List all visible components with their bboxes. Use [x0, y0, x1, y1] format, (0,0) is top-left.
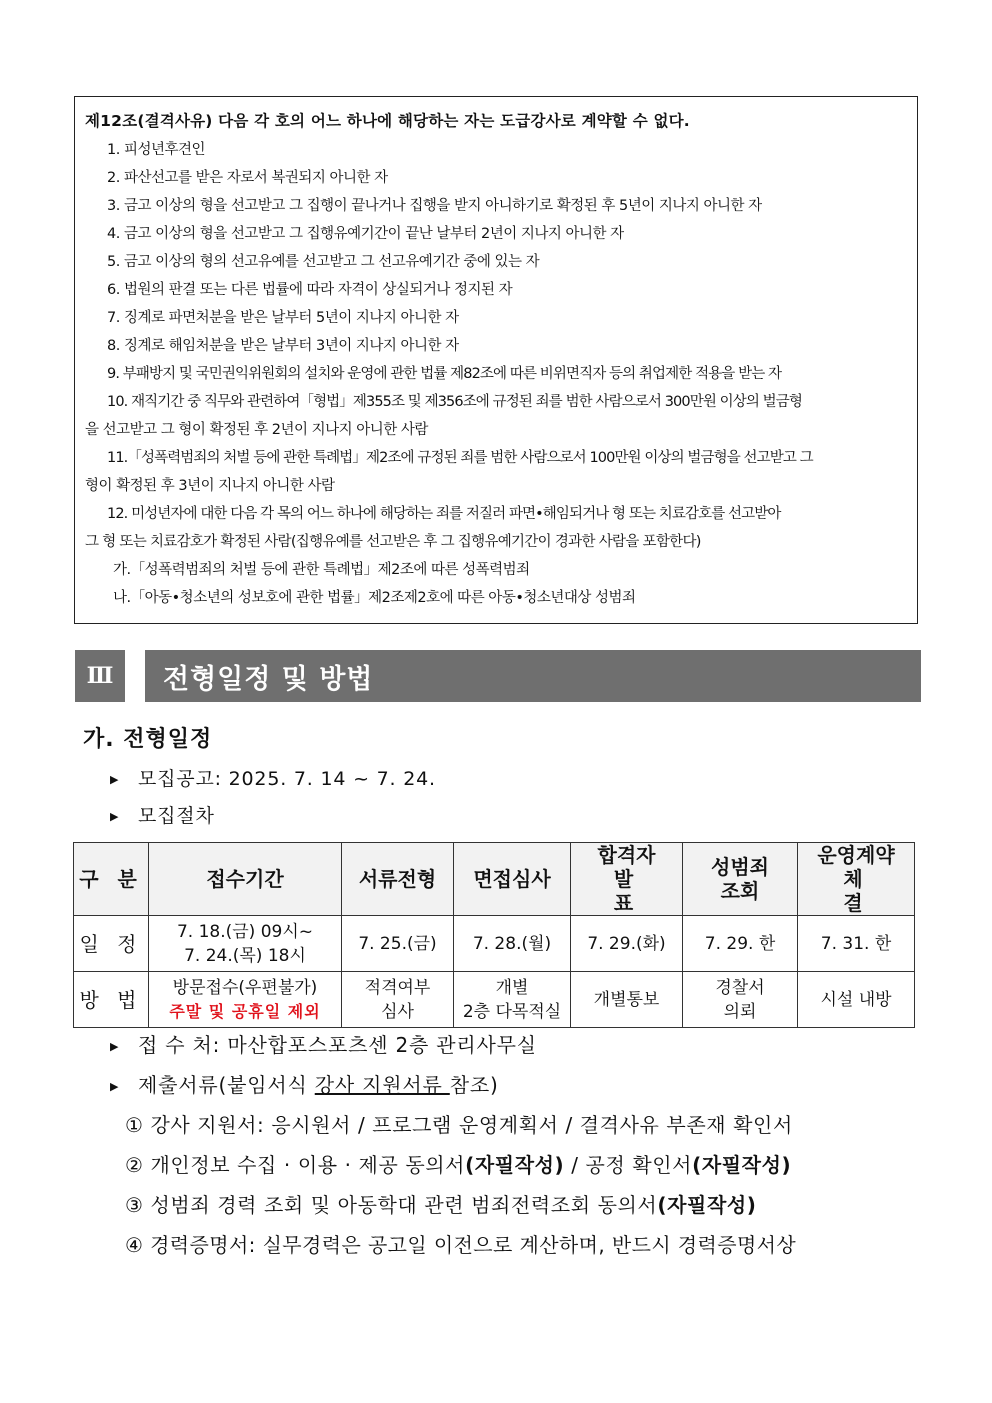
triangle-bullet-icon: ▶ — [110, 1080, 120, 1093]
header-interview: 면접심사 — [454, 843, 571, 916]
cell-sex-crime-check-date: 7. 29. 한 — [683, 916, 798, 972]
header-sex-crime-check-line1: 성범죄 — [711, 855, 769, 879]
section-number: Ⅲ — [75, 650, 125, 702]
header-document-screening: 서류전형 — [342, 843, 454, 916]
header-category: 구 분 — [74, 843, 149, 916]
cell-application-period — [149, 916, 342, 972]
disqualification-article-box — [74, 96, 918, 624]
doc-item-2-text2: / 공정 확인서 — [564, 1153, 693, 1177]
header-sex-crime-check-line2: 조회 — [720, 879, 760, 903]
doc-item-2-handwritten-note: (자필작성) — [465, 1153, 565, 1177]
cell-application-period-line1: 7. 18.(금) 09시~ — [176, 921, 314, 942]
cell-document-screening-method-line1: 적격여부 — [364, 977, 431, 998]
doc-item-3 — [125, 1189, 757, 1218]
cell-application-method-note: 주말 및 공휴일 제외 — [169, 1001, 321, 1021]
article-item-8: 8. 징계로 해임처분을 받은 날부터 3년이 지나지 아니한 자 — [107, 338, 459, 354]
doc-item-1: ① 강사 지원서: 응시원서 / 프로그램 운영계획서 / 결격사유 부존재 확인서 — [125, 1113, 793, 1137]
doc-item-3-handwritten-note: (자필작성) — [657, 1193, 757, 1217]
bullet-place — [110, 1029, 537, 1058]
cell-sex-crime-check-method — [683, 972, 798, 1028]
row-label-method: 방 법 — [74, 972, 149, 1028]
table-header-row — [74, 843, 915, 916]
cell-contract-date: 7. 31. 한 — [798, 916, 915, 972]
cell-interview-method-line1: 개별 — [495, 977, 529, 998]
documents-reference: 강사 지원서류 — [314, 1073, 450, 1097]
procedure-text: 모집절차 — [138, 805, 215, 827]
triangle-bullet-icon: ▶ — [110, 810, 120, 823]
article-item-3: 3. 금고 이상의 형을 선고받고 그 집행이 끝나거나 집행을 받지 아니하기로 확정된 후 5년이 지나지 아니한 자 — [107, 198, 762, 214]
table-row-method — [74, 972, 915, 1028]
cell-application-period-line2: 7. 24.(목) 18시 — [184, 945, 306, 966]
article-subitem-ga: 가.「성폭력범죄의 처벌 등에 관한 특례법」제2조에 따른 성폭력범죄 — [113, 562, 530, 578]
header-announcement — [571, 843, 683, 916]
article-item-11-line1: 11.「성폭력범죄의 처벌 등에 관한 특례법」제2조에 규정된 죄를 범한 사람으로서 100만원 이상의 벌금형을 선고받고 그 — [107, 450, 813, 466]
header-announcement-line1: 합격자 — [597, 843, 656, 867]
cell-announcement-date: 7. 29.(화) — [571, 916, 683, 972]
cell-document-screening-method — [342, 972, 454, 1028]
bullet-procedure — [110, 801, 215, 828]
header-application-period: 접수기간 — [149, 843, 342, 916]
documents-prefix: 제출서류(붙임서식 — [138, 1073, 315, 1097]
cell-document-screening-method-line2: 심사 — [381, 1001, 414, 1022]
article-item-6: 6. 법원의 판결 또는 다른 법률에 따라 자격이 상실되거나 정지된 자 — [107, 282, 513, 298]
article-item-1: 1. 피성년후견인 — [107, 142, 205, 158]
article-item-9: 9. 부패방지 및 국민권익위원회의 설치와 운영에 관한 법률 제82조에 따른 비위면직자 등의 취업제한 적용을 받는 자 — [107, 366, 782, 382]
header-contract — [798, 843, 915, 916]
header-contract-line1: 운영계약 — [817, 843, 895, 867]
triangle-bullet-icon: ▶ — [110, 773, 120, 786]
article-item-11-line2: 형이 확정된 후 3년이 지나지 아니한 사람 — [85, 478, 335, 494]
article-item-10-line1: 10. 재직기간 중 직무와 관련하여「형법」제355조 및 제356조에 규정된 죄를 범한 사람으로서 300만원 이상의 벌금형 — [107, 394, 802, 410]
cell-interview-method-line2: 2층 다목적실 — [462, 1001, 562, 1022]
cell-interview-method — [454, 972, 571, 1028]
doc-item-2-handwritten-note2: (자필작성) — [692, 1153, 792, 1177]
subsection-heading: 가. 전형일정 — [83, 727, 213, 752]
article-title: 제12조(결격사유) 다음 각 호의 어느 하나에 해당하는 자는 도급강사로 계약할 수 없다. — [85, 112, 690, 130]
header-announcement-line2: 발 표 — [613, 867, 652, 915]
documents-suffix: 참조) — [449, 1073, 499, 1097]
cell-interview-date: 7. 28.(월) — [454, 916, 571, 972]
schedule-table — [73, 842, 915, 1028]
doc-item-2-text: ② 개인정보 수집 · 이용 · 제공 동의서 — [125, 1153, 466, 1177]
doc-item-2 — [125, 1149, 791, 1178]
article-item-12-line2: 그 형 또는 치료감호가 확정된 사람(집행유예를 선고받은 후 그 집행유예기간이 경과한 사람을 포함한다) — [85, 534, 701, 550]
header-sex-crime-check — [683, 843, 798, 916]
recruit-notice-text: 모집공고: 2025. 7. 14 ~ 7. 24. — [138, 768, 436, 790]
triangle-bullet-icon: ▶ — [110, 1040, 120, 1053]
cell-contract-method: 시설 내방 — [798, 972, 915, 1028]
cell-sex-crime-check-method-line1: 경찰서 — [715, 977, 765, 998]
article-subitem-na: 나.「아동•청소년의 성보호에 관한 법률」제2조제2호에 따른 아동•청소년대상 성범죄 — [113, 590, 636, 606]
cell-announcement-method: 개별통보 — [571, 972, 683, 1028]
article-item-12-line1: 12. 미성년자에 대한 다음 각 목의 어느 하나에 해당하는 죄를 저질러 파면•해임되거나 형 또는 치료감호를 선고받아 — [107, 506, 781, 522]
article-item-5: 5. 금고 이상의 형의 선고유예를 선고받고 그 선고유예기간 중에 있는 자 — [107, 254, 540, 270]
cell-application-method-line1: 방문접수(우편불가) — [172, 977, 318, 998]
section-title: 전형일정 및 방법 — [145, 650, 921, 702]
doc-item-3-text: ③ 성범죄 경력 조회 및 아동학대 관련 범죄전력조회 동의서 — [125, 1193, 658, 1217]
place-text: 접 수 처: 마산합포스포츠센 2층 관리사무실 — [138, 1033, 537, 1057]
article-item-7: 7. 징계로 파면처분을 받은 날부터 5년이 지나지 아니한 자 — [107, 310, 459, 326]
table-row-schedule — [74, 916, 915, 972]
cell-application-method — [149, 972, 342, 1028]
cell-document-screening-date: 7. 25.(금) — [342, 916, 454, 972]
bullet-documents — [110, 1069, 499, 1098]
row-label-schedule: 일 정 — [74, 916, 149, 972]
header-contract-line2: 체 결 — [843, 867, 893, 915]
article-item-4: 4. 금고 이상의 형을 선고받고 그 집행유예기간이 끝난 날부터 2년이 지나지 아니한 자 — [107, 226, 624, 242]
article-item-2: 2. 파산선고를 받은 자로서 복권되지 아니한 자 — [107, 170, 388, 186]
doc-item-4: ④ 경력증명서: 실무경력은 공고일 이전으로 계산하며, 반드시 경력증명서상 — [125, 1233, 797, 1257]
article-item-10-line2: 을 선고받고 그 형이 확정된 후 2년이 지나지 아니한 사람 — [85, 422, 428, 438]
cell-sex-crime-check-method-line2: 의뢰 — [723, 1001, 757, 1022]
bullet-recruit-notice — [110, 764, 436, 791]
